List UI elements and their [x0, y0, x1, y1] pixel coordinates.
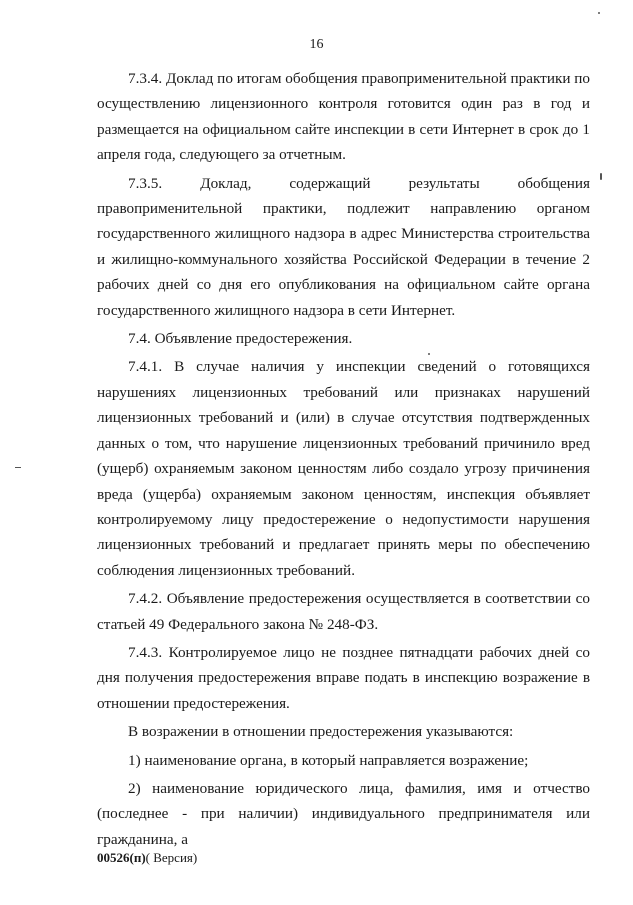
- paragraph-7-4-1: 7.4.1. В случае наличия у инспекции сведений о готовящихся нарушениях лицензионных требований или признаках нарушений лицензионных требований и (или) в случае отсутствия подтвержденных данных о том, что нарушение лицензионных требований причинило вред (ущерб) охраняемым законом ценностям либо создало угрозу причинения вреда (ущерба) охраняемым законом ценностям, инспекция объявляет контролируемому лицу предостережение о недопустимости нарушения лицензионных требований и предлагает принять меры по обеспечению соблюдения лицензионных требований.: [97, 358, 590, 579]
- paragraph-7-4-3: 7.4.3. Контролируемое лицо не позднее пятнадцати рабочих дней со дня получения предостережения вправе подать в инспекцию возражение в отношении предостережения.: [97, 643, 590, 712]
- list-item-2: 2) наименование юридического лица, фамилия, имя и отчество (последнее - при наличии) индивидуального предпринимателя или гражданина, а: [97, 779, 590, 848]
- scan-speck: [428, 353, 430, 355]
- paragraph-7-3-5: 7.3.5. Доклад, содержащий результаты обобщения правоприменительной практики, подлежит направлению органом государственного жилищного надзора в адрес Министерства строительства и жилищно-коммунального хозяйства Российской Федерации в течение 2 рабочих дней со дня его опубликования на официальном сайте органа государственного жилищного надзора в сети Интернет.: [97, 174, 590, 319]
- scan-speck: [600, 173, 602, 180]
- document-version: ( Версия): [145, 850, 198, 865]
- paragraph-7-4-2: 7.4.2. Объявление предостережения осуществляется в соответствии со статьей 49 Федерального закона № 248-ФЗ.: [97, 590, 590, 633]
- document-footer: [97, 850, 197, 866]
- scan-speck: [15, 467, 21, 468]
- paragraph-objection-intro: В возражении в отношении предостережения указываются:: [128, 723, 514, 741]
- document-body: [97, 66, 590, 855]
- page-number: 16: [309, 37, 324, 52]
- section-heading-7-4: 7.4. Объявление предостережения.: [128, 330, 353, 348]
- scan-speck: [598, 12, 600, 14]
- document-code: 00526(п): [97, 850, 146, 865]
- list-item-1: 1) наименование органа, в который направляется возражение;: [128, 751, 529, 769]
- paragraph-7-3-4: 7.3.4. Доклад по итогам обобщения правоприменительной практики по осуществлению лицензионного контроля готовится один раз в год и размещается на официальном сайте инспекции в сети Интернет в срок до 1 апреля года, следующего за отчетным.: [97, 70, 590, 164]
